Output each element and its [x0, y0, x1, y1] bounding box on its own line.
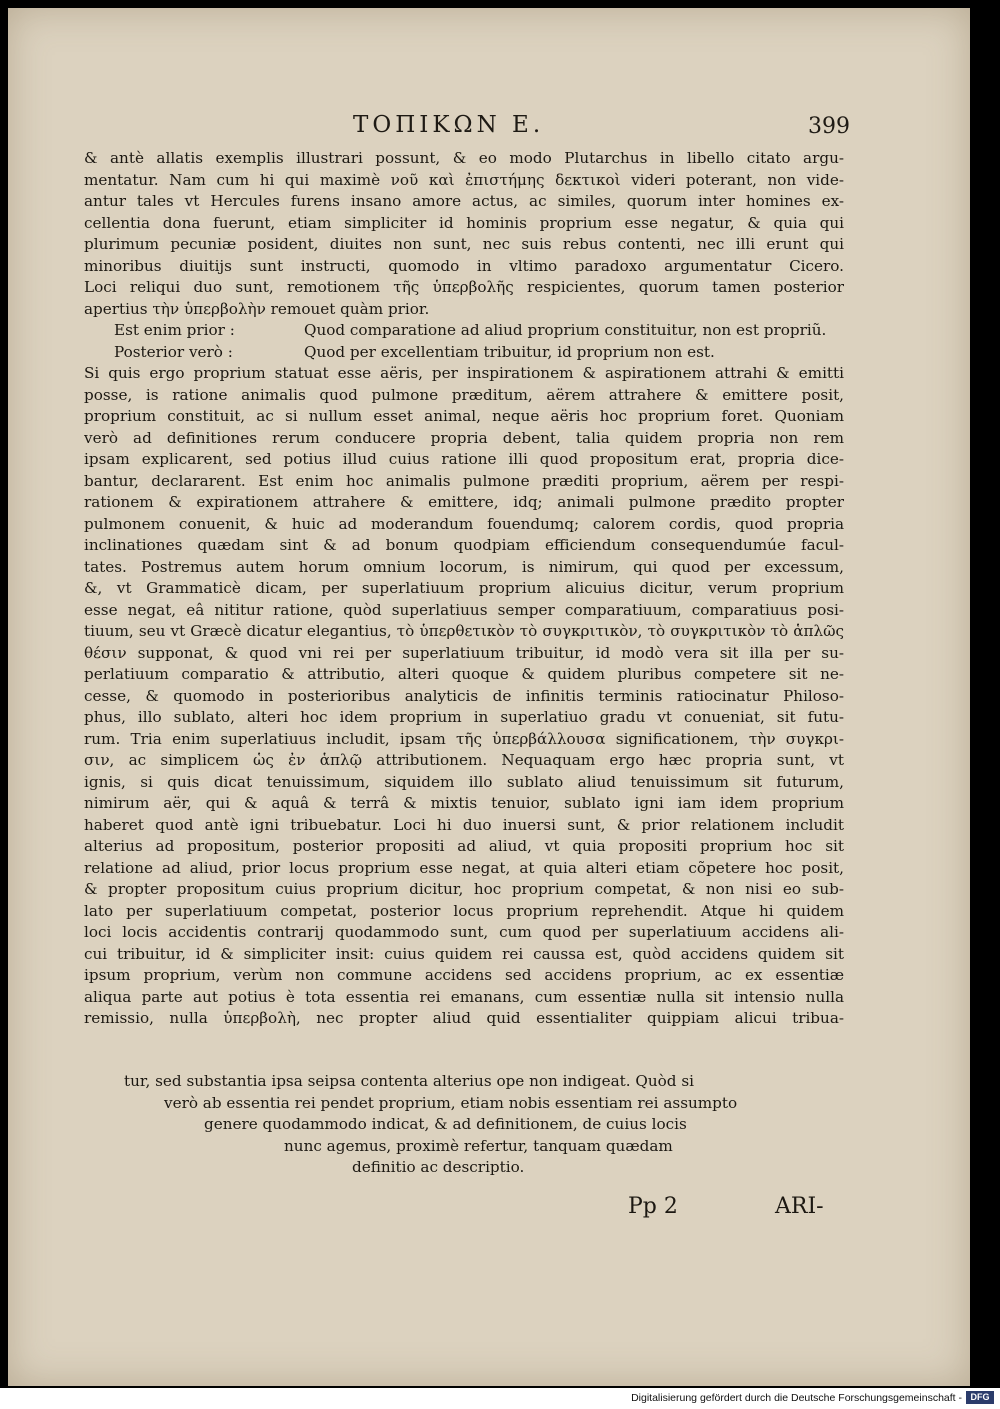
text-line: alterius ad propositum, posterior propositi ad aliud, vt quia propositi proprium hoc sit	[84, 837, 844, 855]
text-line: σιν, ac simplicem ὡς ἐν ἁπλῷ attributionem. Nequaquam ergo hæc propria sunt, vt	[84, 751, 844, 769]
text-line: aliqua parte aut potius è tota essentia rei emanans, cum essentiæ nulla sit intensio nulla	[84, 987, 844, 1006]
text-line: posse, is ratione animalis quod pulmone præditum, aërem attrahere & emittere posit,	[84, 385, 844, 404]
text-line: ipsum proprium, verùm non commune accidens sed accidens proprium, ac ex essentiæ	[84, 966, 844, 984]
text-line: lato per superlatiuum competat, posterior locus proprium reprehendit. Atque hi quidem	[84, 901, 844, 920]
text-line: mentatur. Nam cum hi qui maximè νοῦ καὶ ἐπιστήμης δεκτικοὶ videri poterant, non vide-	[84, 170, 844, 189]
text-line: remissio, nulla ὑπερβολὴ, nec propter aliud quid essentialiter quippiam alicui tribua-	[84, 1009, 844, 1027]
definition-text: Quod comparatione ad aliud proprium constituitur, non est propriũ.	[304, 321, 827, 339]
text-line: Si quis ergo proprium statuat esse aëris, per inspirationem & aspirationem attrahi & emitti	[84, 364, 844, 382]
text-line: nunc agemus, proximè refertur, tanquam quædam	[284, 1136, 673, 1155]
funding-credit: Digitalisierung gefördert durch die Deutsche Forschungsgemeinschaft -	[631, 1392, 962, 1404]
text-line: definitio ac descriptio.	[352, 1158, 525, 1176]
dfg-logo: DFG	[966, 1391, 994, 1404]
text-line: & propter propositum cuius proprium dicitur, hoc proprium competat, & non nisi eo sub-	[84, 880, 844, 898]
text-line: ipsam explicarent, sed potius illud cuius ratione illi quod propositum erat, propria dice-	[84, 450, 844, 468]
body-text	[84, 148, 844, 1030]
catchword: ARI-	[775, 1194, 824, 1219]
text-line: plurimum pecuniæ posident, diuites non sunt, nec suis rebus contenti, nec illi erunt qui	[84, 235, 844, 253]
text-line: tur, sed substantia ipsa seipsa contenta alterius ope non indigeat. Quòd si	[124, 1072, 694, 1090]
text-line: pulmonem conuenit, & huic ad moderandum fouendumq; calorem cordis, quod propria	[84, 514, 844, 533]
definition-tag: Posterior verò :	[114, 342, 233, 361]
page-header	[8, 112, 970, 142]
text-line: apertius τὴν ὑπερβολὴν remouet quàm prior.	[84, 299, 430, 318]
running-title: ΤΟΠΙΚΩΝ Ε.	[353, 112, 545, 138]
closing-paragraph	[84, 1071, 844, 1179]
text-line: rationem & expirationem attrahere & emittere, idq; animali pulmone prædito propter	[84, 493, 844, 511]
text-line: Loci reliqui duo sunt, remotionem τῆς ὑπερβολῆς respicientes, quorum tamen posterior	[84, 278, 844, 296]
text-line: haberet quod antè igni tribuebatur. Loci hi duo inuersi sunt, & prior relationem includit	[84, 815, 844, 834]
definition-tag: Est enim prior :	[114, 321, 235, 339]
text-line: loci locis accidentis contrarij quodammodo sunt, cum quod per superlatiuum accidens ali-	[84, 923, 844, 941]
text-line: inclinationes quædam sint & ad bonum quodpiam efficiendum consequendumúe facul-	[84, 536, 844, 554]
text-line: ignis, si quis dicat tenuissimum, siquidem illo sublato aliud tenuissimum sit futurum,	[84, 772, 844, 791]
text-line: verò ab essentia rei pendet proprium, etiam nobis essentiam rei assumpto	[164, 1093, 738, 1112]
text-line: tates. Postremus autem horum omnium locorum, is nimirum, qui quod per excessum,	[84, 557, 844, 576]
text-line: &, vt Grammaticè dicam, per superlatiuum proprium alicuius dicitur, verum proprium	[84, 579, 844, 597]
text-line: relatione ad aliud, prior locus proprium esse negat, at quia alteri etiam cõpetere hoc posit,	[84, 858, 844, 877]
text-line: antur tales vt Hercules furens insano amore actus, ac similes, quorum inter homines ex-	[84, 192, 844, 210]
text-line: rum. Tria enim superlatiuus includit, ipsam τῆς ὑπερβάλλουσα significationem, τὴν συγκρι-	[84, 729, 844, 748]
definition-prior	[84, 320, 844, 342]
page-number: 399	[808, 114, 850, 139]
text-line: perlatiuum comparatio & attributio, alteri quoque & quidem pluribus competere sit ne-	[84, 665, 844, 683]
text-line: minoribus diuitijs sunt instructi, quomodo in vltimo paradoxo argumentatur Cicero.	[84, 256, 844, 275]
text-line: cui tribuitur, id & simpliciter insit: cuius quidem rei caussa est, quòd accidens quidem sit	[84, 944, 844, 963]
book-page	[8, 8, 970, 1386]
signature-mark: Pp 2	[628, 1194, 678, 1219]
footer-bar	[0, 1388, 1000, 1409]
definition-text: Quod per excellentiam tribuitur, id proprium non est.	[304, 342, 715, 361]
definition-posterior	[84, 342, 844, 364]
text-line: proprium constituit, ac si nullum esset animal, neque aëris hoc proprium foret. Quoniam	[84, 407, 844, 425]
text-line: tiuum, seu vt Græcè dicatur elegantius, τὸ ὑπερθετικὸν τὸ συγκριτικὸν, τὸ συγκριτικὸν τὸ ἁπλῶς	[84, 622, 844, 640]
text-line: bantur, declararent. Est enim hoc animalis pulmone præditi proprium, aërem per respi-	[84, 471, 844, 490]
text-line: & antè allatis exemplis illustrari possunt, & eo modo Plutarchus in libello citato argu-	[84, 149, 844, 167]
text-line: genere quodammodo indicat, & ad definitionem, de cuius locis	[204, 1115, 687, 1133]
text-line: cesse, & quomodo in posterioribus analyticis de infinitis terminis ratiocinatur Philoso-	[84, 686, 844, 705]
text-line: θέσιν supponat, & quod vni rei per superlatiuum tribuitur, id modò vera sit illa per su-	[84, 643, 844, 662]
text-line: phus, illo sublato, alteri hoc idem proprium in superlatiuo gradu vt conueniat, sit futu-	[84, 708, 844, 726]
text-line: nimirum aër, qui & aquâ & terrâ & mixtis tenuior, sublato igni iam idem proprium	[84, 794, 844, 812]
text-line: cellentia dona fuerunt, etiam simpliciter id hominis proprium esse negatur, & quia qui	[84, 213, 844, 232]
text-line: esse negat, eâ nititur ratione, quòd superlatiuus semper comparatiuum, comparatiuus posi-	[84, 600, 844, 619]
text-line: verò ad definitiones rerum conducere propria debent, talia quidem propria non rem	[84, 428, 844, 447]
